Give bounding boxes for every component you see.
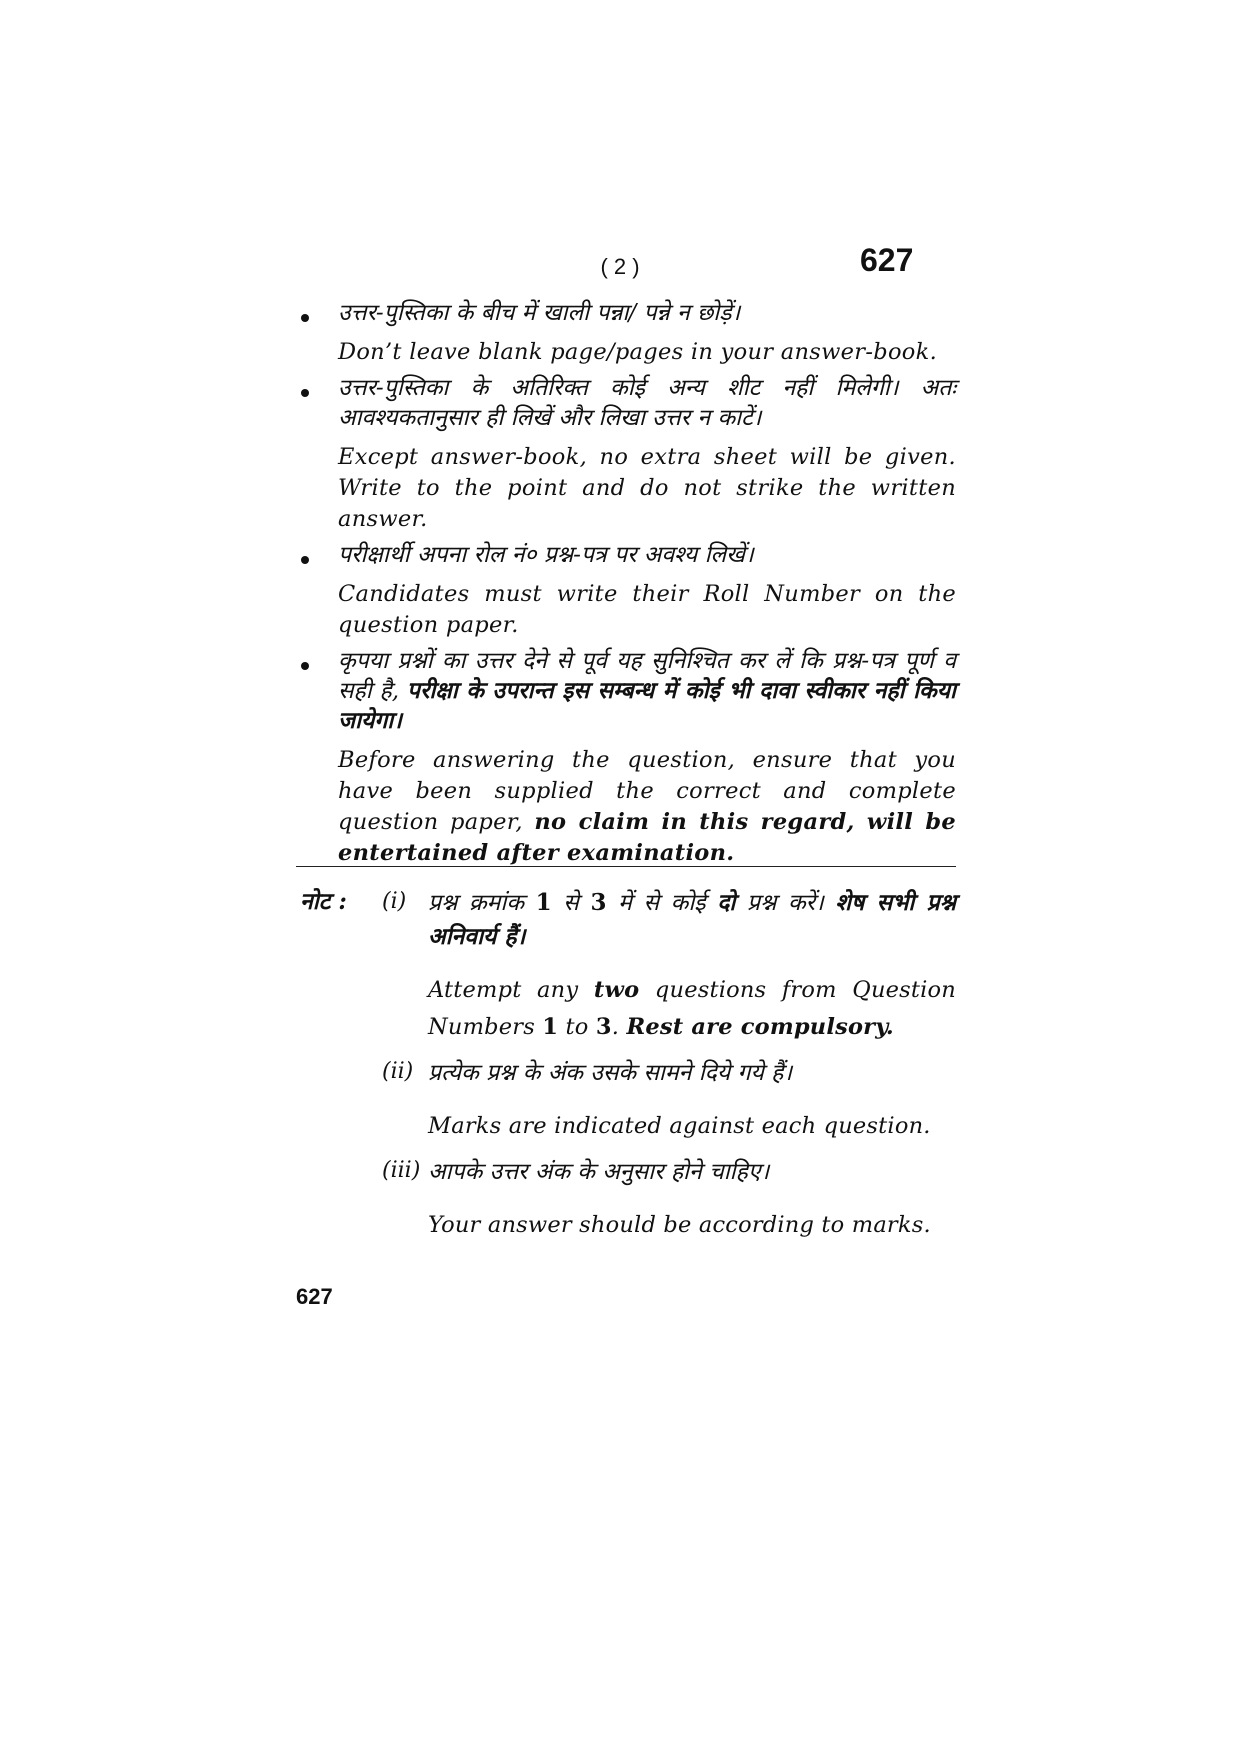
paper-code-header: 627 [860,242,914,278]
note-item-english [428,972,956,1046]
instruction-english-bold: no claim in this regard, will be entertained after examination. [338,809,957,866]
note-hindi-part: प्रश्न क्रमांक [428,890,525,916]
bullet-icon [301,556,309,564]
instruction-hindi-text: कृपया प्रश्नों का उत्तर देने से पूर्व यह सुनिश्चित कर लें कि प्रश्न-पत्र पूर्ण व सही है, [338,648,956,704]
note-english-number: 3 [595,1014,612,1040]
note-item-english: Your answer should be according to marks. [428,1212,931,1238]
instruction-hindi: उत्तर-पुस्तिका के अतिरिक्त कोई अन्य शीट नहीं मिलेगी। अतः आवश्यकतानुसार ही लिखें और लिखा उत्तर न काटें। [338,375,956,431]
note-item-number: (iii) [382,1158,421,1183]
paper-code-footer: 627 [296,1284,333,1309]
note-item-number: (ii) [382,1059,414,1084]
note-hindi-part: प्रश्न करें। [747,890,824,916]
instruction-english: Candidates must write their Roll Number on the question paper. [338,581,956,638]
note-item [300,886,956,1046]
note-section [300,886,956,1254]
note-english-number: 1 [542,1014,559,1040]
instruction-item [296,298,956,368]
note-english-part: Attempt any [428,977,579,1003]
instruction-item [296,373,956,535]
note-hindi-bold: शेष सभी प्रश्न अनिवार्य हैं। [428,889,956,950]
note-label: नोट : [300,888,347,915]
instruction-hindi: उत्तर-पुस्तिका के बीच में खाली पन्ना/ पन्ने न छोड़ें। [338,300,741,326]
note-hindi-number: 1 [535,889,552,916]
instruction-english [338,745,956,869]
instruction-english-text: Before answering the question, ensure that you have been supplied the correct and complete question paper, [338,747,956,835]
bullet-icon [301,389,309,397]
note-hindi-part: में से कोई [618,890,706,916]
instruction-english: Don’t leave blank page/pages in your answer-book. [338,339,938,365]
note-item [300,1056,956,1145]
note-hindi-number: 3 [590,889,607,916]
divider-line [296,866,956,867]
instruction-item [296,540,956,641]
bullet-icon [301,314,309,322]
instruction-item [296,646,956,869]
bullet-icon [301,662,309,670]
note-english-part: questions from Question Numbers [428,977,956,1040]
instruction-hindi [338,646,956,736]
note-item-number: (i) [382,889,407,914]
note-item-hindi [428,886,956,954]
instruction-hindi-bold: परीक्षा के उपरान्त इस सम्बन्ध में कोई भी दावा स्वीकार नहीं किया जायेगा। [338,677,956,734]
instructions-list [296,298,956,874]
note-english-bold: Rest are compulsory. [626,1014,894,1040]
instruction-english: Except answer-book, no extra sheet will be given. Write to the point and do not strike the written answer. [338,444,956,532]
note-hindi-part: से [563,890,579,916]
note-item-hindi: प्रत्येक प्रश्न के अंक उसके सामने दिये गये हैं। [428,1060,793,1086]
instruction-hindi: परीक्षार्थी अपना रोल नं० प्रश्न-पत्र पर अवश्य लिखें। [338,542,754,568]
note-item-english: Marks are indicated against each question. [428,1113,931,1139]
note-item-hindi: आपके उत्तर अंक के अनुसार होने चाहिए। [428,1159,770,1185]
note-hindi-bold: दो [717,889,736,916]
note-english-part: . [611,1014,620,1040]
note-english-part: to [565,1014,589,1040]
note-item [300,1155,956,1244]
page-number: ( 2 ) [600,254,640,279]
note-english-bold: two [593,977,640,1003]
